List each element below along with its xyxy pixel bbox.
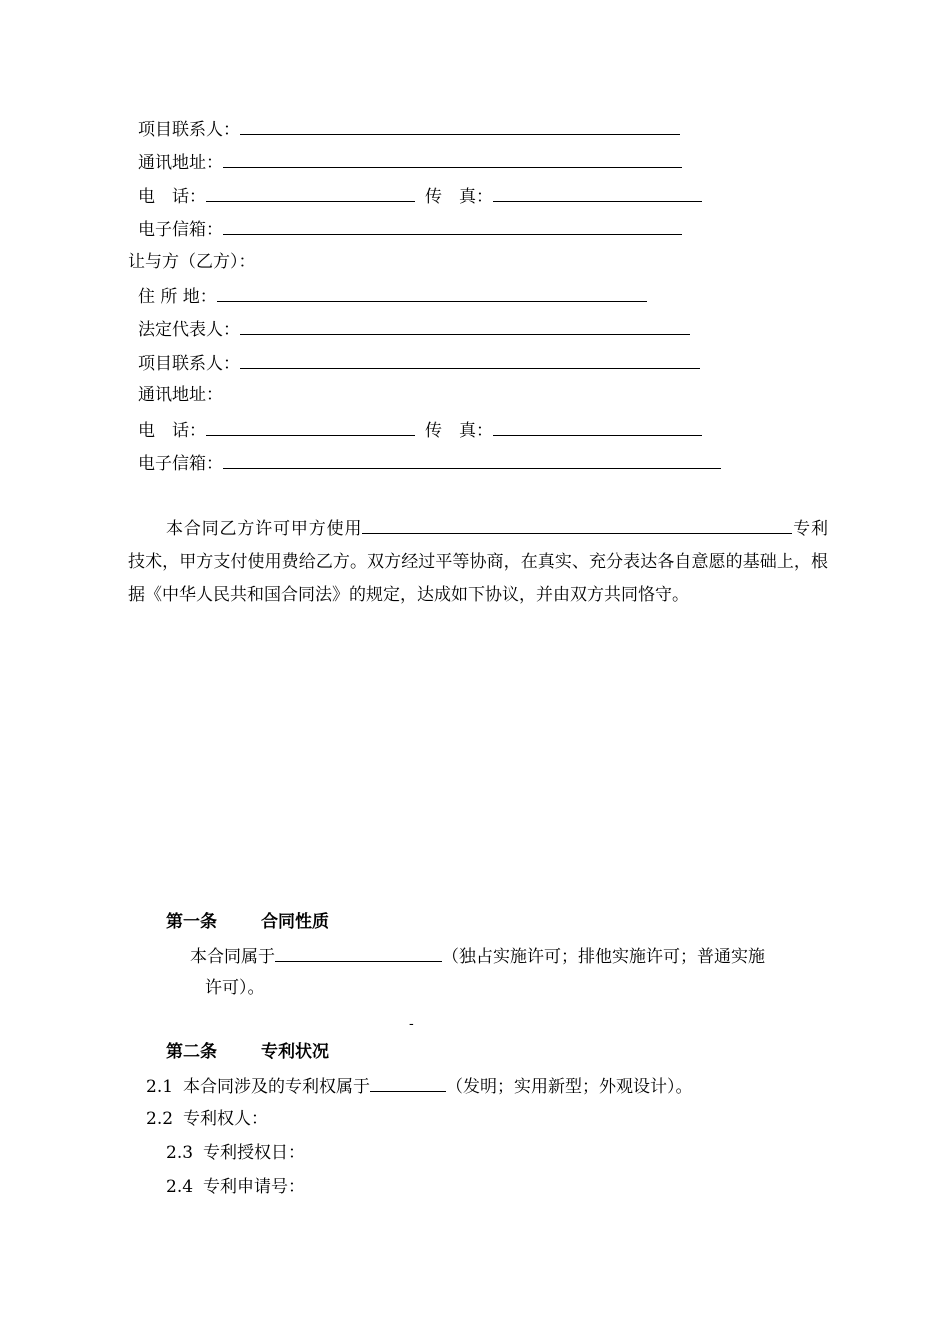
party-a-fax-field[interactable] — [493, 183, 702, 202]
item-2-3-number: 2.3 — [166, 1143, 194, 1163]
party-b-residence-label: 住 所 地： — [138, 287, 217, 307]
item-2-2-label: 专利权人： — [183, 1109, 269, 1129]
party-b-phone-field[interactable] — [206, 417, 415, 436]
preamble-paragraph — [128, 513, 828, 612]
article-2-heading — [166, 1040, 329, 1064]
party-a-fax-label: 传 真： — [425, 187, 493, 207]
party-b-project-contact-row — [138, 350, 700, 376]
party-b-phone-label: 电 话： — [138, 421, 206, 441]
party-b-email-label: 电子信箱： — [138, 454, 223, 474]
preamble-start: 本合同乙方许可甲方使用 — [166, 519, 363, 539]
party-a-address-label: 通讯地址： — [138, 153, 223, 173]
article-2-item-2-1 — [146, 1073, 693, 1099]
party-b-project-contact-field[interactable] — [240, 350, 700, 369]
party-b-fax-label: 传 真： — [425, 421, 493, 441]
party-b-heading: 让与方（乙方）： — [128, 252, 256, 272]
article-2-item-2-3 — [166, 1141, 305, 1165]
article-1-number: 第一条 — [166, 912, 217, 932]
article-2-item-2-2 — [146, 1107, 268, 1131]
party-a-project-contact-row — [138, 116, 680, 142]
item-2-4-number: 2.4 — [166, 1177, 194, 1197]
party-a-project-contact-label: 项目联系人： — [138, 120, 240, 140]
party-b-email-field[interactable] — [223, 450, 721, 469]
item-2-4-label: 专利申请号： — [203, 1177, 306, 1197]
party-a-email-label: 电子信箱： — [138, 220, 223, 240]
party-b-email-row — [138, 450, 721, 476]
party-b-fax-field[interactable] — [493, 417, 702, 436]
party-a-address-row — [138, 149, 682, 175]
party-b-address-row — [138, 383, 223, 407]
party-a-phone-field[interactable] — [206, 183, 415, 202]
party-b-legal-rep-field[interactable] — [240, 316, 690, 335]
article-2-number: 第二条 — [166, 1042, 217, 1062]
party-b-residence-row — [138, 283, 647, 309]
page-separator: - — [409, 1016, 414, 1032]
party-a-phone-label: 电 话： — [138, 187, 206, 207]
item-2-1-number: 2.1 — [146, 1077, 174, 1097]
party-a-address-field[interactable] — [223, 149, 682, 168]
item-2-1-end: （发明；实用新型；外观设计）。 — [446, 1077, 693, 1097]
item-2-1-patent-type-field[interactable] — [370, 1073, 446, 1092]
party-a-phone-fax-row — [138, 183, 702, 209]
article-1-heading — [166, 910, 329, 934]
party-a-email-field[interactable] — [223, 216, 682, 235]
party-b-phone-fax-row — [138, 417, 702, 443]
party-b-residence-field[interactable] — [217, 283, 647, 302]
item-2-2-number: 2.2 — [146, 1109, 174, 1129]
item-2-1-start: 本合同涉及的专利权属于 — [183, 1077, 371, 1097]
article-1-text-row — [190, 943, 765, 969]
item-2-3-label: 专利授权日： — [203, 1143, 306, 1163]
article-1-title: 合同性质 — [261, 912, 329, 932]
party-b-address-label: 通讯地址： — [138, 385, 223, 405]
article-1-license-type-field[interactable] — [275, 943, 442, 962]
article-1-text-options: （独占实施许可；排他实施许可；普通实施 — [442, 947, 765, 967]
party-a-project-contact-field[interactable] — [240, 116, 680, 135]
article-1-text-cont: 许可）。 — [205, 978, 265, 998]
party-a-email-row — [138, 216, 682, 242]
party-b-legal-rep-label: 法定代表人： — [138, 320, 240, 340]
party-b-project-contact-label: 项目联系人： — [138, 354, 240, 374]
party-b-legal-rep-row — [138, 316, 690, 342]
preamble-rest: 专利技术，甲方支付使用费给乙方。双方经过平等协商，在真实、充分表达各自意愿的基础上，根据《中华人民共和国合同法》的规定，达成如下协议，并由双方共同恪守。 — [128, 519, 829, 605]
article-2-item-2-4 — [166, 1175, 305, 1199]
article-2-title: 专利状况 — [261, 1042, 329, 1062]
article-1-text-start: 本合同属于 — [190, 947, 275, 967]
preamble-patent-field[interactable] — [362, 515, 792, 534]
